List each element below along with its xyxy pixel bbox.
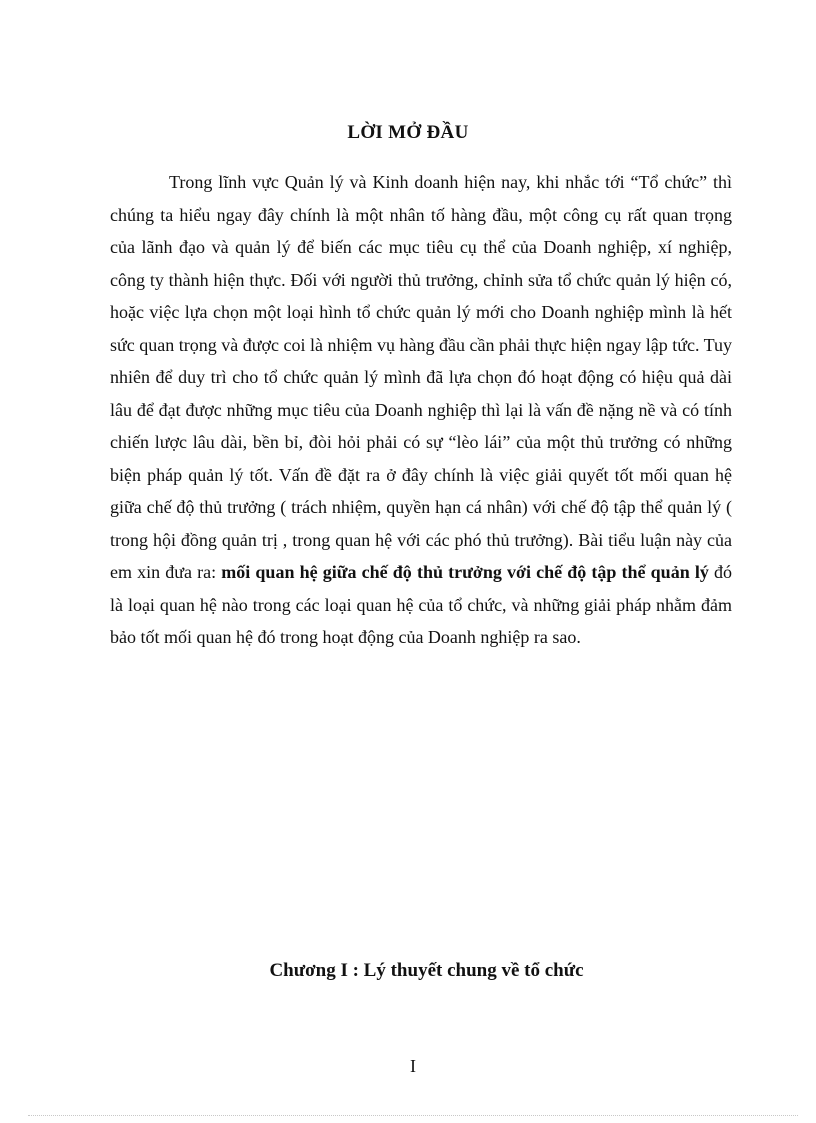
page-title: LỜI MỞ ĐẦU xyxy=(347,122,469,143)
intro-text-part2: đó là loại quan hệ nào trong các loại quan hệ của tổ chức, và những giải pháp nhằm đảm bảo tốt mối quan hệ đó trong hoạt động của Doanh nghiệp ra sao. xyxy=(110,562,732,647)
intro-paragraph xyxy=(110,166,732,654)
page-number: I xyxy=(410,1056,416,1076)
intro-text-part1: Trong lĩnh vực Quản lý và Kinh doanh hiện nay, khi nhắc tới “Tổ chức” thì chúng ta hiểu ngay đây chính là một nhân tố hàng đầu, một công cụ rất quan trọng của lãnh đạo và quản lý để biến các mục tiêu cụ thể của Doanh nghiệp, xí nghiệp, công ty thành hiện thực. Đối với người thủ trưởng, chỉnh sửa tổ chức quản lý hiện có, hoặc việc lựa chọn một loại hình tổ chức quản lý mới cho Doanh nghiệp mình là hết sức quan trọng và được coi là nhiệm vụ hàng đầu cần phải thực hiện ngay lập tức. Tuy nhiên để duy trì cho tổ chức quản lý mình đã lựa chọn đó hoạt động có hiệu quả dài lâu để đạt được những mục tiêu của Doanh nghiệp thì lại là vấn đề nặng nề và có tính chiến lược lâu dài, bền bỉ, đòi hỏi phải có sự “lèo lái” của một thủ trưởng có những biện pháp quản lý tốt. Vấn đề đặt ra ở đây chính là việc giải quyết tốt mối quan hệ giữa chế độ thủ trưởng ( trách nhiệm, quyền hạn cá nhân) với chế độ tập thể quản lý ( trong hội đồng quản trị , trong quan hệ với các phó thủ trưởng). Bài tiểu luận này của em xin đưa ra: xyxy=(110,172,732,582)
intro-bold-phrase: mối quan hệ giữa chế độ thủ trưởng với chế độ tập thể quản lý xyxy=(221,562,709,582)
page-bottom-divider xyxy=(28,1115,798,1116)
chapter-heading: Chương I : Lý thuyết chung về tổ chức xyxy=(269,960,584,981)
